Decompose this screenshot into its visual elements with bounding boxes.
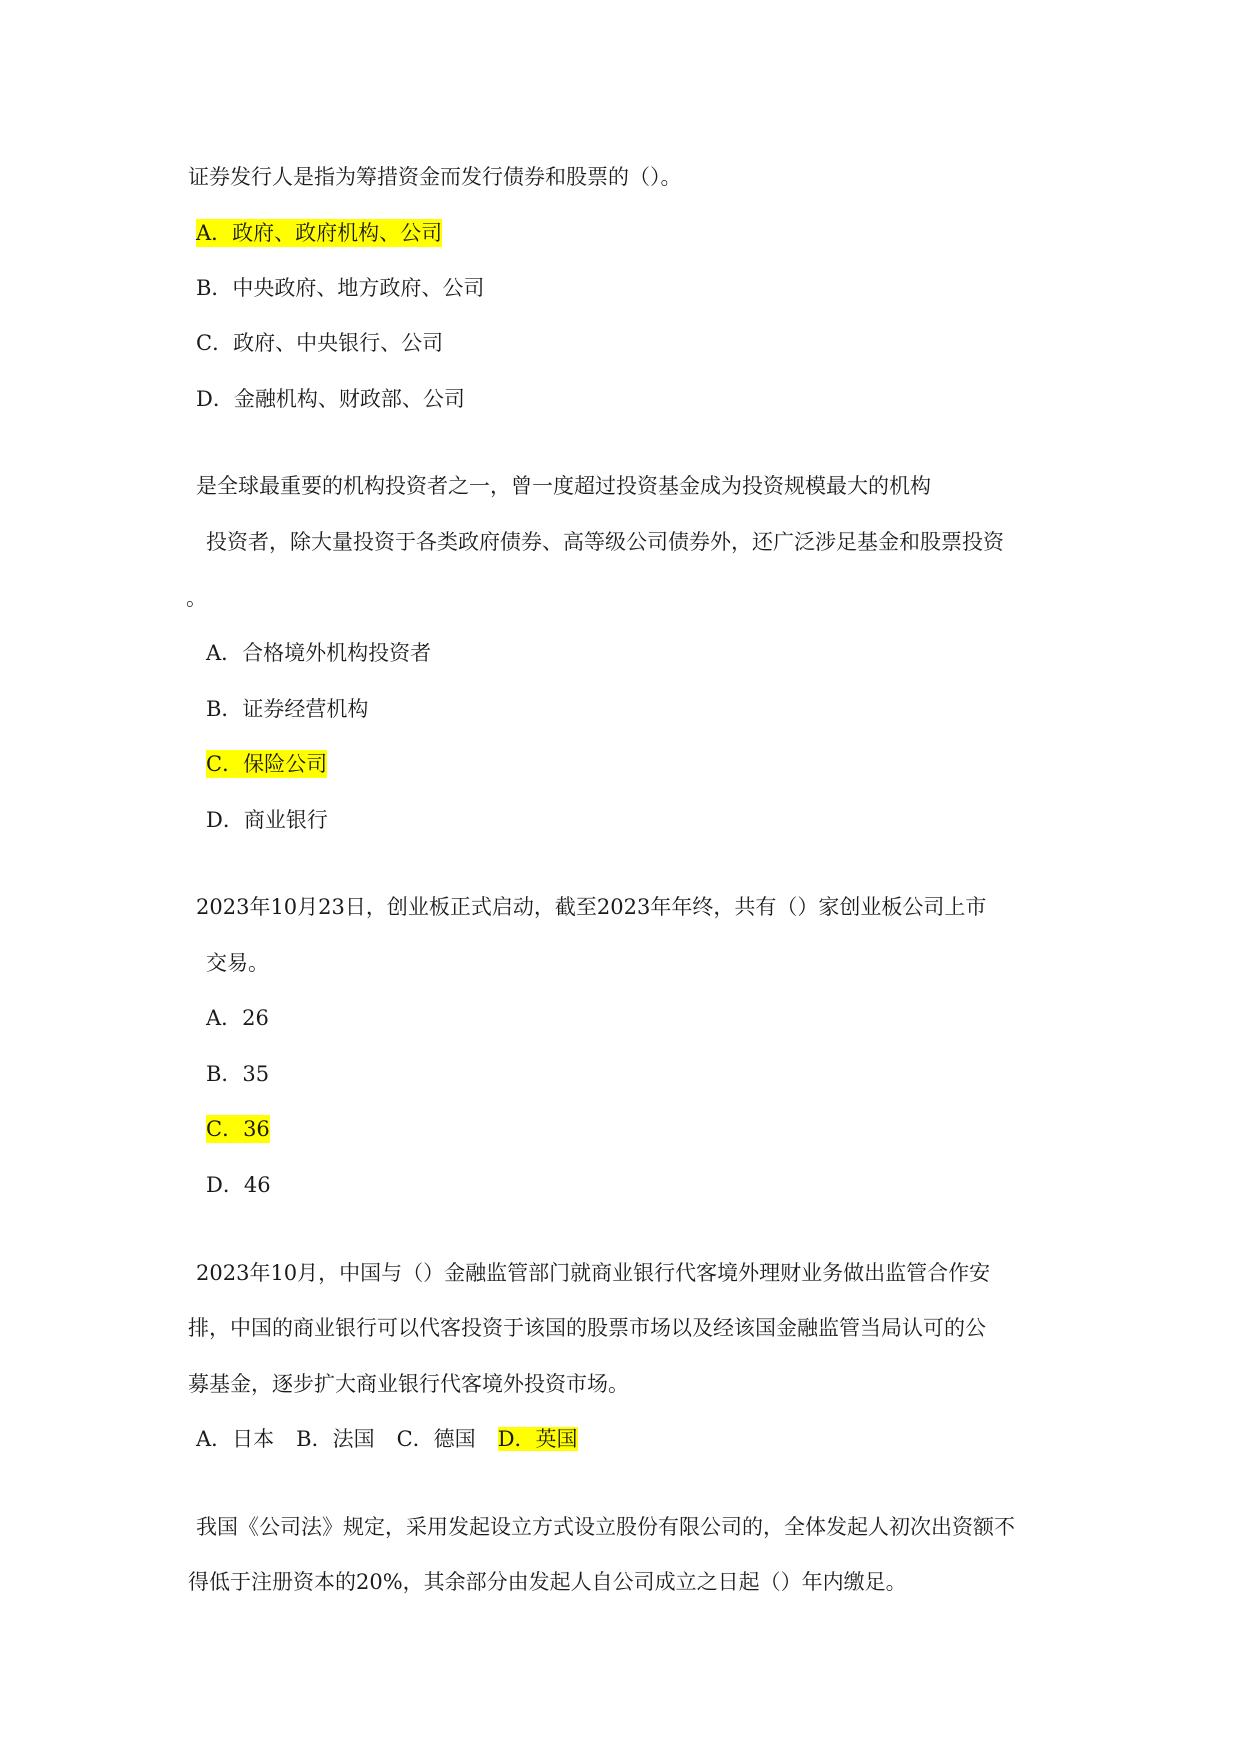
question-2-option-d: D．商业银行 (206, 808, 328, 832)
question-4-option-d: D．英国 (497, 1427, 578, 1451)
question-4-stem-line-1: 2023年10月，中国与（）金融监管部门就商业银行代客境外理财业务做出监管合作安 (196, 1261, 991, 1285)
question-1-option-b: B．中央政府、地方政府、公司 (196, 276, 485, 300)
question-3-stem-line-1: 2023年10月23日，创业板正式启动，截至2023年年终，共有（）家创业板公司上市 (196, 895, 987, 919)
question-1-stem: 证券发行人是指为筹措资金而发行债券和股票的（）。 (188, 165, 682, 189)
question-4-option-c: C．德国 (396, 1427, 476, 1451)
question-4-stem-line-3: 募基金，逐步扩大商业银行代客境外投资市场。 (188, 1372, 629, 1396)
question-1-option-d: D．金融机构、财政部、公司 (196, 387, 465, 411)
question-4-option-a: A．日本 (196, 1427, 275, 1451)
question-2-option-c: C．保险公司 (206, 752, 328, 776)
question-3-option-b: B．35 (206, 1062, 270, 1086)
question-3-option-c: C．36 (206, 1117, 270, 1141)
question-3-stem-line-2: 交易。 (206, 951, 269, 975)
question-1-option-c: C．政府、中央银行、公司 (196, 331, 444, 355)
question-2-option-a: A．合格境外机构投资者 (206, 641, 432, 665)
question-2-stem-line-2: 投资者，除大量投资于各类政府债券、高等级公司债券外，还广泛涉足基金和股票投资 (206, 530, 1004, 554)
question-3-option-d: D．46 (206, 1173, 271, 1197)
question-4-options-row (196, 1425, 578, 1453)
question-1-option-a: A．政府、政府机构、公司 (196, 221, 443, 245)
question-2-option-b: B．证券经营机构 (206, 697, 369, 721)
question-2-stem-line-3: 。 (186, 586, 207, 610)
question-5-stem-line-1: 我国《公司法》规定，采用发起设立方式设立股份有限公司的，全体发起人初次出资额不 (196, 1515, 1015, 1539)
question-4-stem-line-2: 排，中国的商业银行可以代客投资于该国的股票市场以及经该国金融监管当局认可的公 (188, 1316, 986, 1340)
question-2-stem-line-1: 是全球最重要的机构投资者之一，曾一度超过投资基金成为投资规模最大的机构 (196, 474, 931, 498)
question-5-stem-line-2: 得低于注册资本的20%，其余部分由发起人自公司成立之日起（）年内缴足。 (188, 1570, 907, 1594)
question-3-option-a: A．26 (206, 1006, 269, 1030)
question-4-option-b: B．法国 (296, 1427, 375, 1451)
